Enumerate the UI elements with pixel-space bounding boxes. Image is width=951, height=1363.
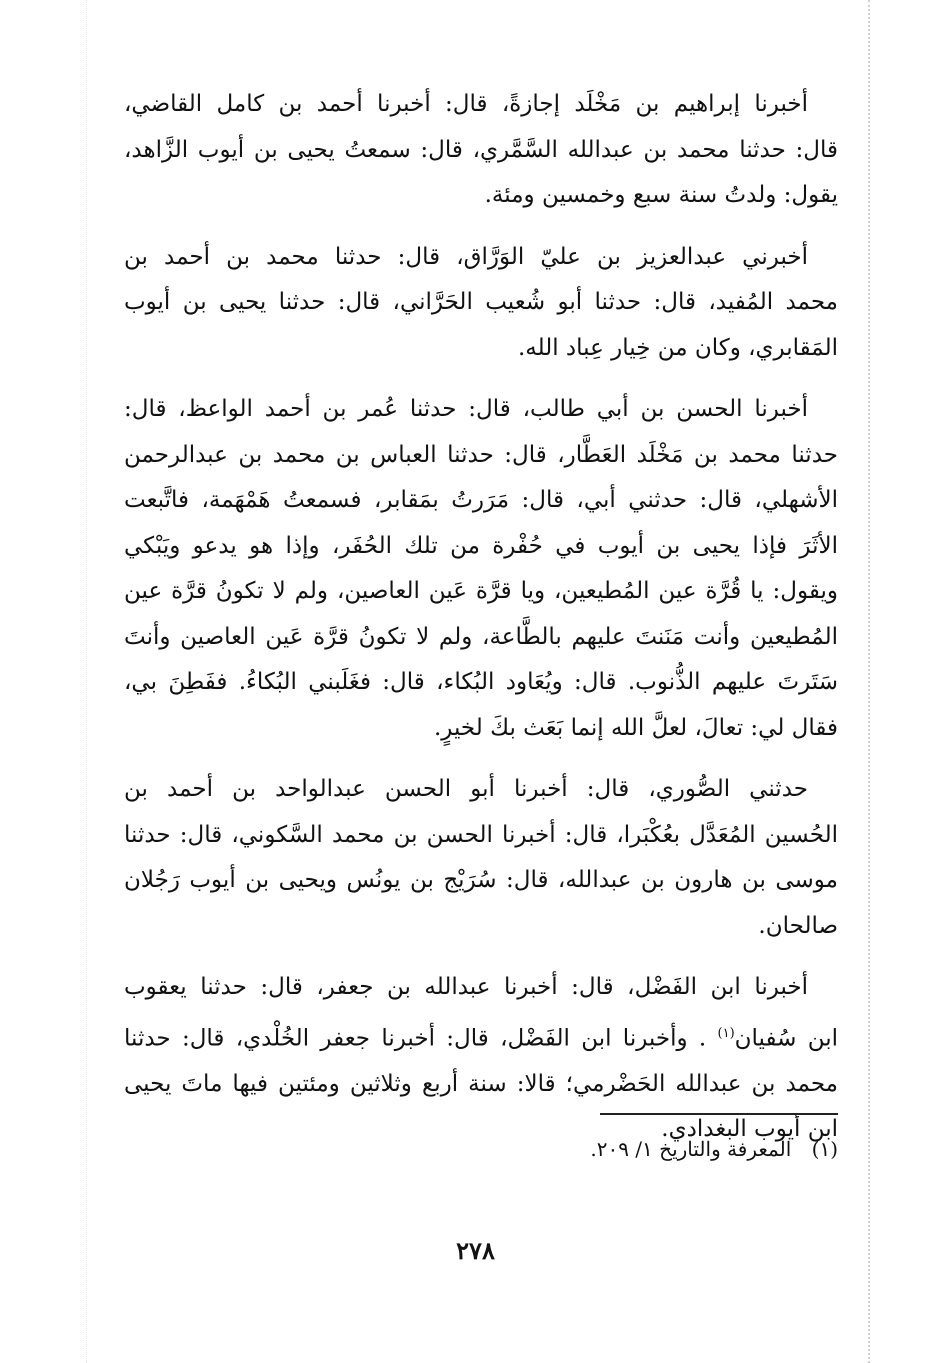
text-line: فقال لي: تعالَ، لعلَّ الله إنما بَعَث بكَ لخيرٍ. (433, 714, 838, 741)
text-line: يقول: ولدتُ سنة سبع وخمسين ومئة. (484, 182, 838, 208)
page-number: ٢٧٨ (456, 1236, 495, 1265)
text-line: أخبرنا الحسن بن أبي طالب، قال: حدثنا عُمر بن أحمد الواعظ، قال: (124, 396, 808, 422)
text-line: قال: حدثنا محمد بن عبدالله السَّمَّري، قال: سمعتُ يحيى بن أيوب الزَّاهد، (124, 136, 838, 163)
paragraph-3 (124, 387, 838, 751)
text-line: صالحان. (758, 912, 838, 939)
footnote-text: المعرفة والتاريخ ١/ ٢٠٩. (590, 1137, 792, 1161)
text-line: ويقول: يا قُرَّة عين المُطيعين، ويا قرَّة عَين العاصين، ولم لا تكونُ قرَّة عين (124, 578, 838, 604)
text-line: المَقابري، وكان من خِيار عِباد الله. (517, 334, 838, 361)
footnote-number: (١) (811, 1137, 838, 1161)
page-edge-right (868, 0, 870, 1363)
text-line: أخبرنا إبراهيم بن مَخْلَد إجازةً، قال: أخبرنا أحمد بن كامل القاضي، (124, 91, 808, 117)
paragraph-4 (124, 767, 838, 949)
text-line: سَتَرتَ عليهم الذُّنوب. قال: ويُعَاود البُكاء، قال: فغَلَبني البُكاءُ. ففَطِنَ بي، (124, 669, 838, 695)
text-line: محمد المُفيد، قال: حدثنا أبو شُعيب الحَرَّاني، قال: حدثنا يحيى بن أيوب (124, 289, 838, 315)
name-with-footnote: ابن سُفيان (734, 1025, 838, 1052)
footnote (124, 1134, 838, 1164)
text-line: موسى بن هارون بن عبدالله، قال: سُرَيْج بن يونُس ويحيى بن أيوب رَجُلان (124, 867, 838, 893)
text-line-rest: . وأخبرنا ابن الفَضْل، قال: أخبرنا جعفر الخُلْدي، قال: حدثنا (124, 1025, 707, 1052)
text-line: الأثَرَ فإذا يحيى بن أيوب في حُفْرة من تلك الحُفَر، وإذا هو يدعو ويَبْكي (124, 532, 838, 559)
text-line: محمد بن عبدالله الحَضْرمي؛ قالا: سنة أربع وثلاثين ومئتين فيها ماتَ يحيى (124, 1070, 838, 1097)
paragraph-2 (124, 235, 838, 372)
text-line: ابن أيوب البغدادي. (661, 1116, 838, 1143)
footnote-divider (600, 1113, 838, 1115)
text-line: أخبرنا ابن الفَضْل، قال: أخبرنا عبدالله بن جعفر، قال: حدثنا يعقوب (124, 974, 808, 1000)
text-line: المُطيعين وأنت مَنَنتَ عليهم بالطَّاعة، ولم لا تكونُ قرَّة عَين العاصين وأنتَ (124, 623, 838, 650)
page-edge-left (86, 0, 87, 1363)
text-line: الحُسين المُعَدَّل بعُكْبَرا، قال: أخبرنا الحسن بن محمد السَّكوني، قال: حدثنا (124, 821, 838, 848)
main-text (124, 82, 838, 1169)
footnote-marker[interactable]: (١) (717, 1025, 735, 1041)
paragraph-1 (124, 82, 838, 219)
paragraph-5 (124, 965, 838, 1153)
text-line: الأشهلي، قال: حدثني أبي، قال: مَرَرتُ بمَقابر، فسمعتُ هَمْهَمة، فاتَّبعت (124, 487, 838, 513)
text-line: حدثنا محمد بن مَخْلَد العَطَّار، قال: حدثنا العباس بن محمد بن عبدالرحمن (124, 441, 838, 468)
text-line: أخبرني عبدالعزيز بن عليّ الوَرَّاق، قال: حدثنا محمد بن أحمد بن (124, 243, 808, 270)
text-line: حدثني الصُّوري، قال: أخبرنا أبو الحسن عبدالواحد بن أحمد بن (124, 776, 808, 802)
text-line (124, 1011, 838, 1062)
